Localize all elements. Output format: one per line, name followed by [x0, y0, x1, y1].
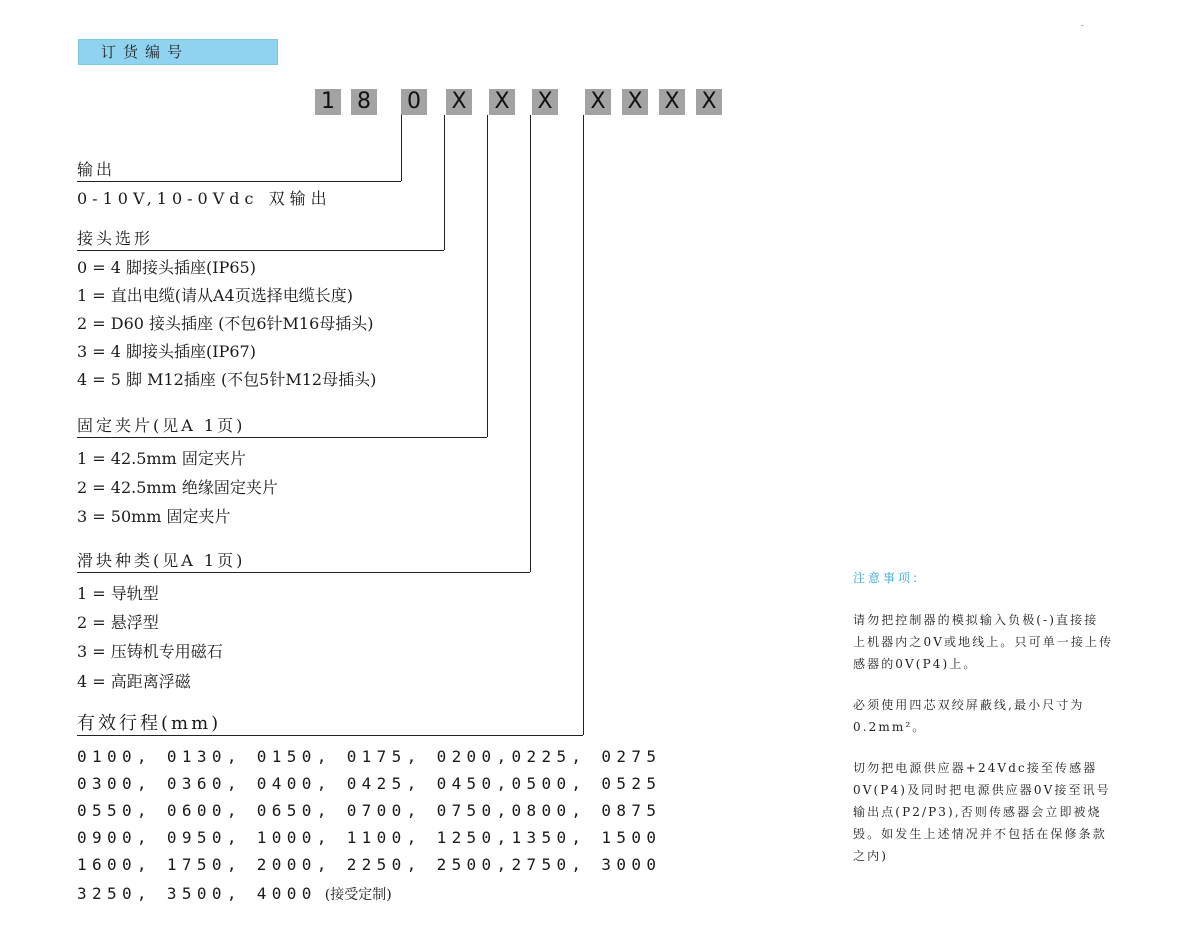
- stroke-row-6-values: 3250, 3500, 4000: [77, 884, 317, 903]
- stroke-heading: 有效行程(mm): [77, 713, 222, 734]
- stroke-row-4: 0900, 0950, 1000, 1100, 1250,1350, 1500: [77, 828, 662, 847]
- leader-line-connector: [444, 115, 445, 250]
- code-slider-x: X: [532, 89, 558, 115]
- note-3-line-4: 毁。如发生上述情况并不包括在保修条款: [853, 827, 1107, 841]
- code-stroke-x4: X: [696, 89, 722, 115]
- clip-option-1: 1 = 42.5mm 固定夹片: [77, 449, 246, 468]
- note-paragraph-3: [853, 757, 1183, 867]
- connector-heading: 接头选形: [77, 229, 154, 248]
- code-stroke-x3: X: [659, 89, 685, 115]
- code-connector-x: X: [446, 89, 472, 115]
- leader-line-stroke-h: [77, 735, 583, 736]
- slider-option-2: 2 = 悬浮型: [77, 613, 159, 632]
- output-heading: 输出: [77, 160, 116, 179]
- note-3-line-2: 0V(P4)及同时把电源供应器0V接至讯号: [853, 783, 1111, 797]
- notes-title: 注意事项:: [853, 571, 921, 585]
- note-3-line-1: 切勿把电源供应器+24Vdc接至传感器: [853, 761, 1098, 775]
- custom-note: (接受定制): [324, 887, 392, 903]
- note-paragraph-1: [853, 609, 1183, 675]
- leader-line-output: [401, 115, 402, 181]
- clip-option-3: 3 = 50mm 固定夹片: [77, 507, 231, 526]
- stroke-row-5: 1600, 1750, 2000, 2250, 2500,2750, 3000: [77, 855, 662, 874]
- leader-line-clip-h: [77, 437, 487, 438]
- stroke-row-3: 0550, 0600, 0650, 0700, 0750,0800, 0875: [77, 801, 662, 820]
- code-digit-3: 0: [401, 89, 427, 115]
- clip-option-2: 2 = 42.5mm 绝缘固定夹片: [77, 478, 278, 497]
- leader-line-connector-h: [77, 250, 444, 251]
- code-stroke-x2: X: [622, 89, 648, 115]
- slider-heading: 滑块种类(见A 1页): [77, 551, 246, 570]
- connector-option-4: 4 = 5 脚 M12插座 (不包5针M12母插头): [77, 370, 377, 389]
- page-corner-mark: [1081, 25, 1084, 26]
- note-paragraph-2: [853, 694, 1183, 738]
- note-1-line-2: 上机器内之0V或地线上。只可单一接上传: [853, 635, 1114, 649]
- note-3-line-5: 之内): [853, 849, 888, 863]
- note-3-line-3: 输出点(P2/P3),否则传感器会立即被烧: [853, 805, 1102, 819]
- note-1-line-1: 请勿把控制器的模拟输入负极(-)直接接: [853, 613, 1099, 627]
- code-clip-x: X: [489, 89, 515, 115]
- connector-option-3: 3 = 4 脚接头插座(IP67): [77, 342, 256, 361]
- output-option: 0-10V,10-0Vdc 双输出: [77, 189, 332, 208]
- note-2-line-2: 0.2mm²。: [853, 720, 927, 734]
- notes-panel: [853, 566, 1183, 867]
- leader-line-slider-h: [77, 572, 530, 573]
- order-number-title: 订货编号: [78, 39, 278, 65]
- clip-heading: 固定夹片(见A 1页): [77, 416, 246, 435]
- slider-option-4: 4 = 高距离浮磁: [77, 672, 191, 691]
- leader-line-stroke: [583, 115, 584, 735]
- code-digit-2: 8: [351, 89, 377, 115]
- note-1-line-3: 感器的0V(P4)上。: [853, 657, 978, 671]
- leader-line-clip: [487, 115, 488, 437]
- stroke-row-6: [77, 884, 392, 905]
- note-2-line-1: 必须使用四芯双绞屏蔽线,最小尺寸为: [853, 698, 1085, 712]
- stroke-row-1: 0100, 0130, 0150, 0175, 0200,0225, 0275: [77, 747, 662, 766]
- connector-option-2: 2 = D60 接头插座 (不包6针M16母插头): [77, 314, 374, 333]
- code-stroke-x1: X: [585, 89, 611, 115]
- connector-option-0: 0 = 4 脚接头插座(IP65): [77, 258, 256, 277]
- slider-option-3: 3 = 压铸机专用磁石: [77, 642, 223, 661]
- leader-line-output-h: [77, 181, 401, 182]
- connector-option-1: 1 = 直出电缆(请从A4页选择电缆长度): [77, 286, 353, 305]
- code-digit-1: 1: [315, 89, 341, 115]
- stroke-row-2: 0300, 0360, 0400, 0425, 0450,0500, 0525: [77, 774, 662, 793]
- slider-option-1: 1 = 导轨型: [77, 584, 159, 603]
- leader-line-slider: [530, 115, 531, 572]
